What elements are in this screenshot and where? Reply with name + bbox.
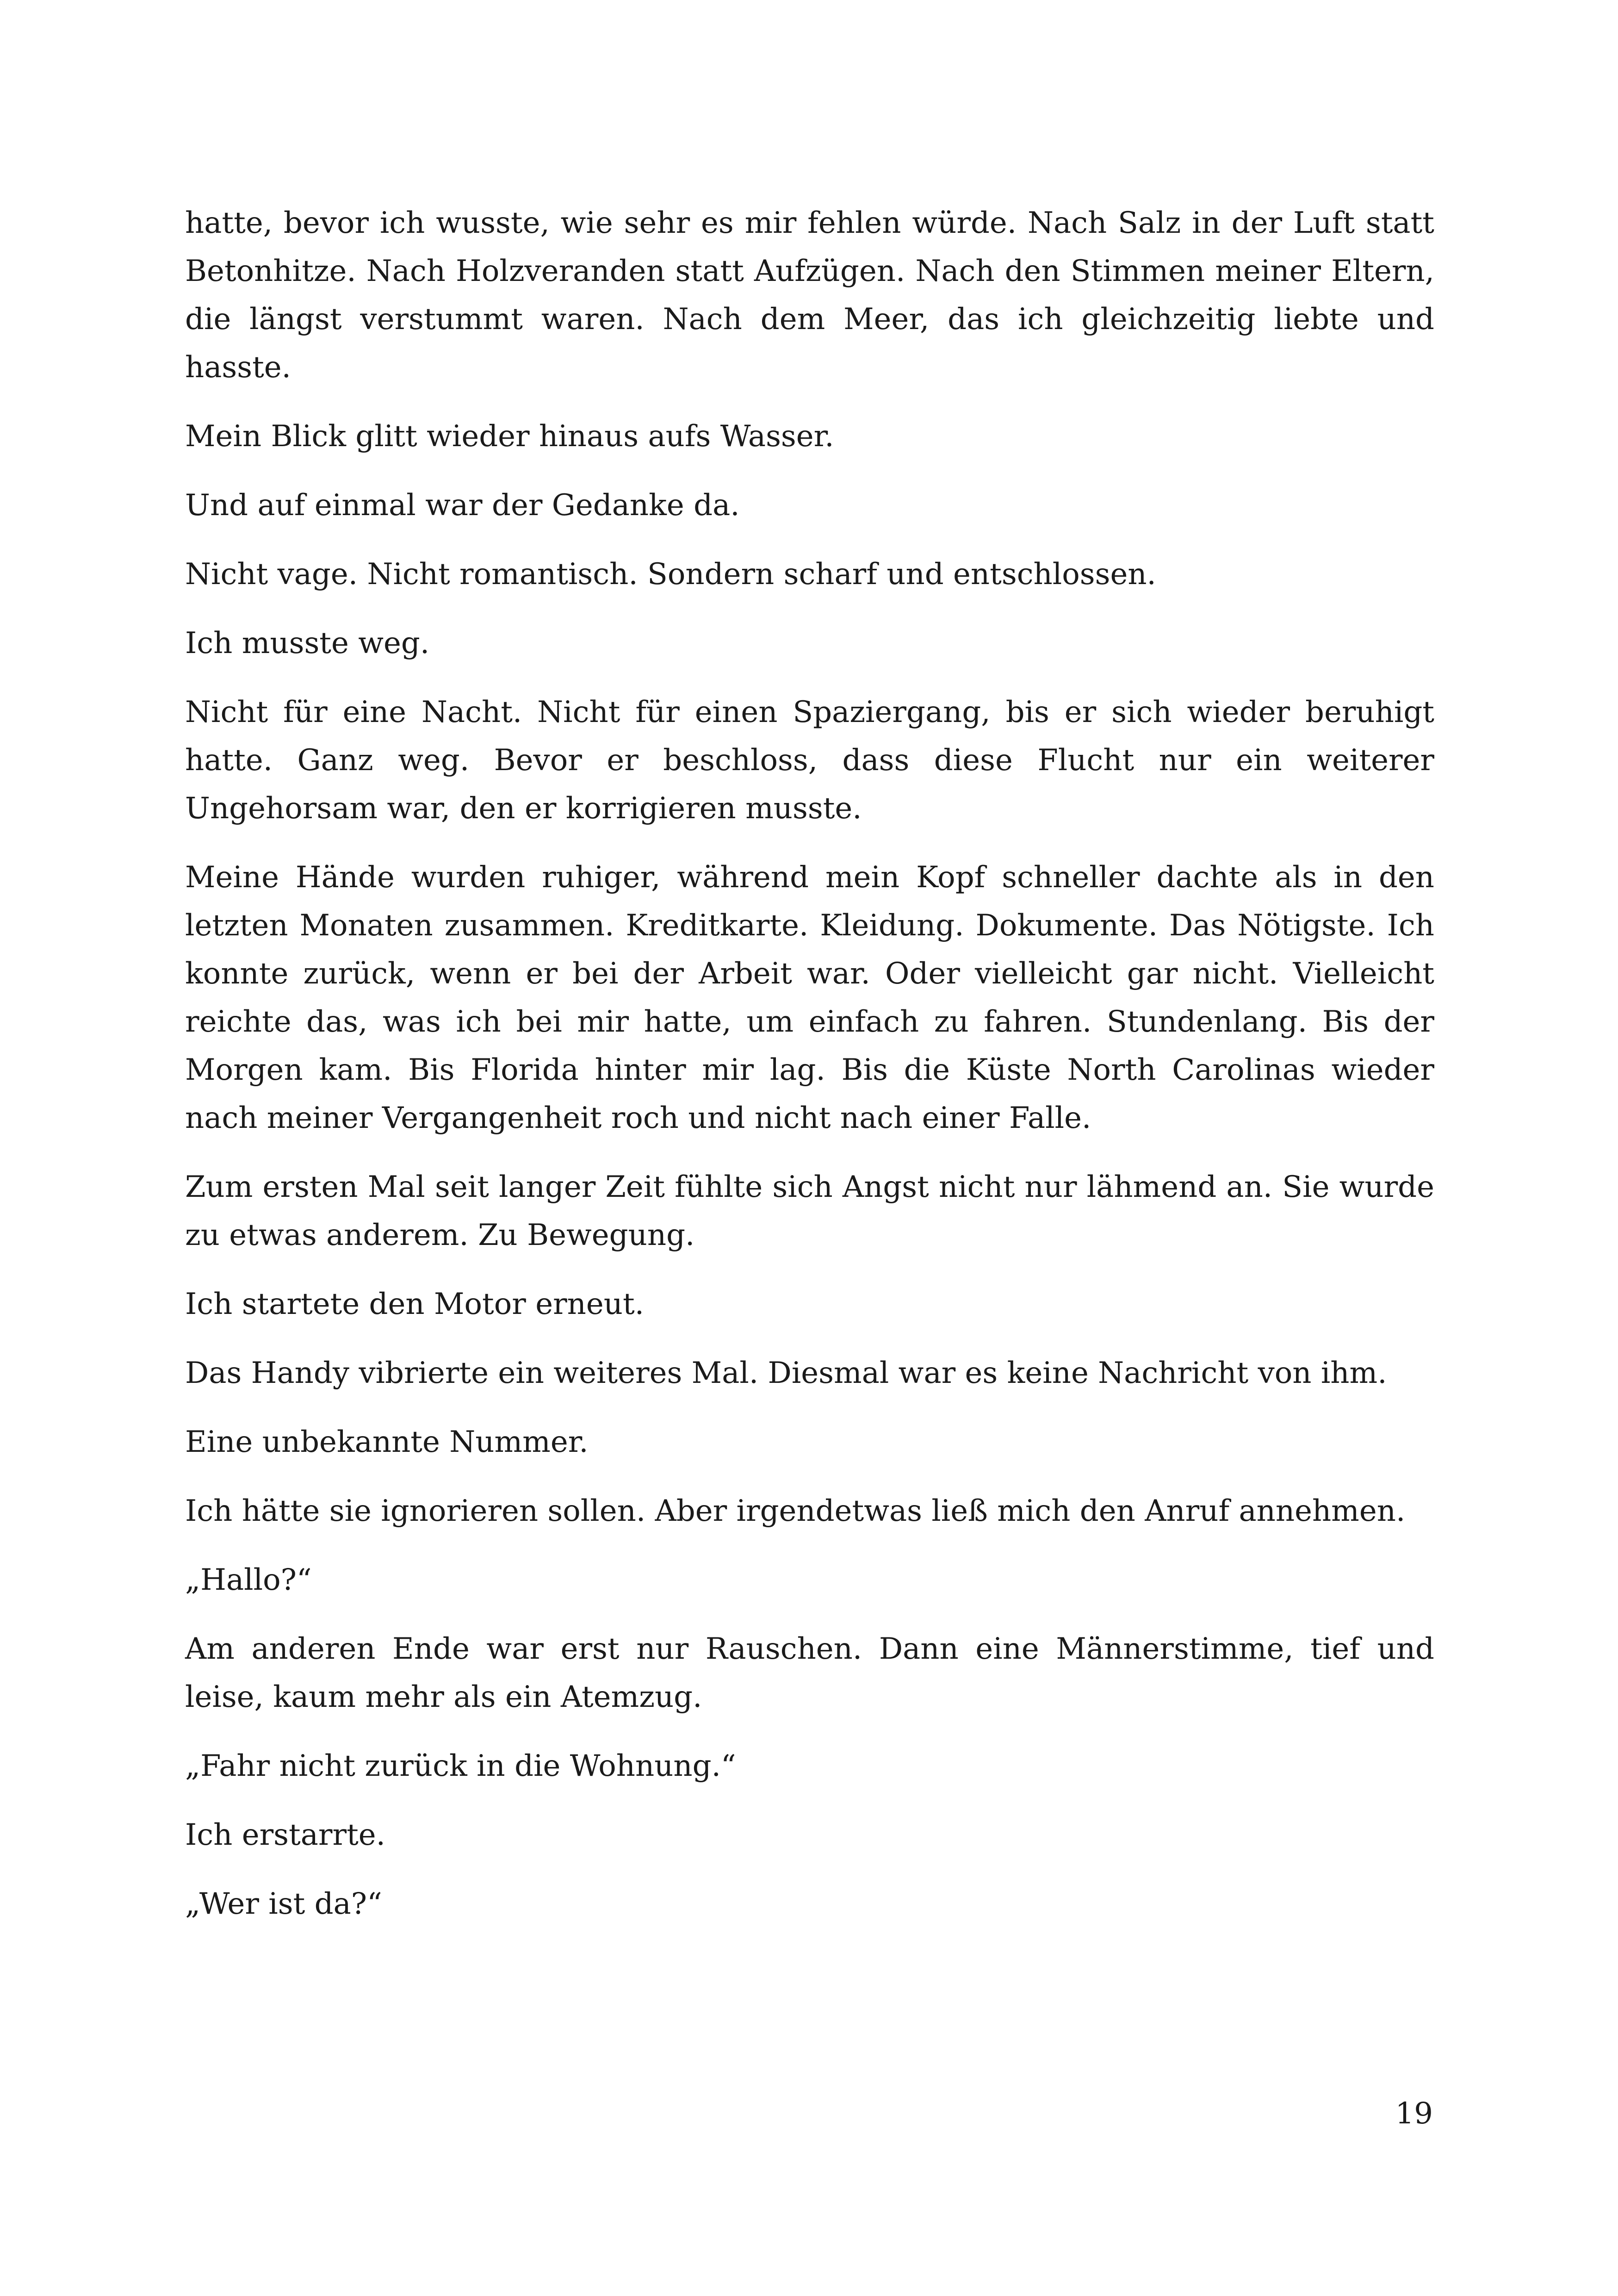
paragraph: Meine Hände wurden ruhiger, während mein Kopf schneller dachte als in den letzten Monaten zusammen. Kreditkarte. Kleidung. Dokumente. Das Nötigste. Ich konnte zurück, wenn er bei der Arbeit war. Oder vielleicht gar nicht. Vielleicht reichte das, was ich bei mir hatte, um einfach zu fahren. Stundenlang. Bis der Morgen kam. Bis Florida hinter mir lag. Bis die Küste North Carolinas wieder nach meiner Vergangenheit roch und nicht nach einer Falle. — [185, 860, 1434, 1135]
paragraph: Ich musste weg. — [185, 626, 430, 660]
paragraph: Am anderen Ende war erst nur Rauschen. Dann eine Männerstimme, tief und leise, kaum mehr als ein Atemzug. — [185, 1632, 1434, 1714]
paragraph: „Fahr nicht zurück in die Wohnung.“ — [185, 1749, 736, 1783]
body-text — [185, 199, 1434, 1949]
paragraph: Ich startete den Motor erneut. — [185, 1287, 645, 1321]
paragraph: Ich erstarrte. — [185, 1818, 385, 1852]
paragraph: Ich hätte sie ignorieren sollen. Aber irgendetwas ließ mich den Anruf annehmen. — [185, 1494, 1406, 1528]
paragraph: „Wer ist da?“ — [185, 1887, 382, 1921]
paragraph: Zum ersten Mal seit langer Zeit fühlte sich Angst nicht nur lähmend an. Sie wurde zu etwas anderem. Zu Bewegung. — [185, 1170, 1434, 1252]
paragraph: Eine unbekannte Nummer. — [185, 1425, 589, 1459]
paragraph: „Hallo?“ — [185, 1563, 312, 1597]
paragraph: Und auf einmal war der Gedanke da. — [185, 488, 740, 523]
page-number: 19 — [1395, 2097, 1433, 2131]
paragraph: Nicht vage. Nicht romantisch. Sondern scharf und entschlossen. — [185, 557, 1156, 591]
paragraph: Nicht für eine Nacht. Nicht für einen Spaziergang, bis er sich wieder beruhigt hatte. Ganz weg. Bevor er beschloss, dass diese Flucht nur ein weiterer Ungehorsam war, den er korrigieren musste. — [185, 695, 1434, 826]
paragraph: Mein Blick glitt wieder hinaus aufs Wasser. — [185, 419, 834, 454]
paragraph: hatte, bevor ich wusste, wie sehr es mir fehlen würde. Nach Salz in der Luft statt Betonhitze. Nach Holzveranden statt Aufzügen. Nach den Stimmen meiner Eltern, die längst verstummt waren. Nach dem Meer, das ich gleichzeitig liebte und hasste. — [185, 206, 1434, 385]
paragraph: Das Handy vibrierte ein weiteres Mal. Diesmal war es keine Nachricht von ihm. — [185, 1356, 1387, 1390]
